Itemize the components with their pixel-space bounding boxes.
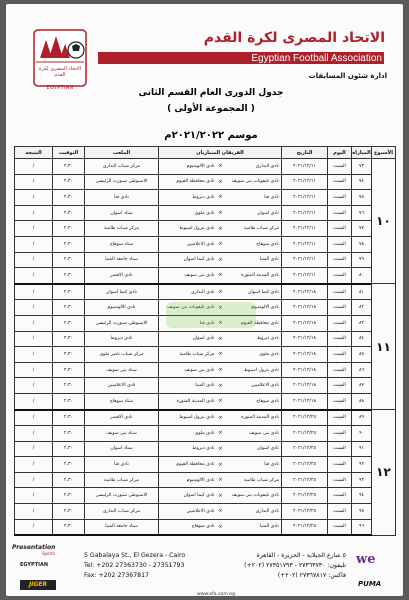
- fixtures-body: [15, 159, 396, 536]
- stadium-name: مركز شباب البدارى: [85, 504, 159, 520]
- home-team: نادى بترول اسيوط: [225, 362, 282, 378]
- match-number: ٨٧: [352, 378, 372, 394]
- away-team: نادى الاعلاميين: [159, 236, 217, 252]
- home-team: نادى المدينة المنورة: [225, 268, 282, 284]
- document-page: [6, 4, 403, 596]
- kickoff-time: ٢،٣٠: [53, 300, 85, 316]
- versus-sign: ×: [217, 457, 225, 473]
- match-result: /: [15, 347, 53, 363]
- versus-sign: ×: [217, 347, 225, 363]
- match-result: /: [15, 284, 53, 300]
- match-date: ٢٠٢١/١٢/٢٥: [282, 410, 328, 426]
- match-result: /: [15, 190, 53, 206]
- match-day: السبت: [328, 426, 352, 442]
- match-number: ٧٨: [352, 236, 372, 252]
- match-number: ٨٥: [352, 347, 372, 363]
- away-team: نادى الالومنيوم: [159, 159, 217, 175]
- match-day: السبت: [328, 236, 352, 252]
- match-result: /: [15, 472, 53, 488]
- versus-sign: ×: [217, 393, 225, 409]
- match-result: /: [15, 331, 53, 347]
- match-number: ٩١: [352, 441, 372, 457]
- match-day: السبت: [328, 457, 352, 473]
- table-row: [15, 362, 396, 378]
- match-result: /: [15, 300, 53, 316]
- versus-sign: ×: [217, 190, 225, 206]
- stadium-name: نادى قنا: [85, 190, 159, 206]
- stadium-name: الاسيوطى سبورت الرئيسى: [85, 488, 159, 504]
- away-team: نادى ملوى: [159, 426, 217, 442]
- match-day: السبت: [328, 441, 352, 457]
- fax-en: Fax: +202 27367817: [84, 572, 149, 579]
- away-team: نادى قنا: [159, 315, 217, 331]
- match-result: /: [15, 488, 53, 504]
- stadium-name: نادى الاعلاميين: [85, 378, 159, 394]
- match-date: ٢٠٢١/١٢/١١: [282, 221, 328, 237]
- week-number: ١٠: [372, 159, 396, 284]
- versus-sign: ×: [217, 252, 225, 268]
- kickoff-time: ٢،٣٠: [53, 252, 85, 268]
- home-team: نادى سوهاج: [225, 393, 282, 409]
- kickoff-time: ٢،٣٠: [53, 393, 85, 409]
- stadium-name: مركز شباب طامية: [85, 472, 159, 488]
- stadium-name: نادى قنا: [85, 457, 159, 473]
- match-number: ٨٠: [352, 268, 372, 284]
- match-result: /: [15, 252, 53, 268]
- kickoff-time: ٢،٣٠: [53, 315, 85, 331]
- match-date: ٢٠٢١/١٢/١١: [282, 268, 328, 284]
- watermark: [166, 302, 256, 328]
- versus-sign: ×: [217, 441, 225, 457]
- kickoff-time: ٢،٣٠: [53, 441, 85, 457]
- kickoff-time: ٢،٣٠: [53, 504, 85, 520]
- match-day: السبت: [328, 252, 352, 268]
- website-link[interactable]: www.efa.com.eg: [196, 592, 236, 596]
- match-day: السبت: [328, 362, 352, 378]
- match-day: السبت: [328, 284, 352, 300]
- away-team: نادى بنى سويف: [159, 362, 217, 378]
- table-header-row: [15, 147, 396, 159]
- match-result: /: [15, 519, 53, 535]
- match-number: ٧٦: [352, 205, 372, 221]
- home-team: نادى اسوان: [225, 205, 282, 221]
- match-day: السبت: [328, 488, 352, 504]
- match-date: ٢٠٢١/١٢/١٨: [282, 284, 328, 300]
- table-row: [15, 284, 396, 300]
- home-team: مركز شباب طامية: [225, 472, 282, 488]
- stadium-name: ستاد اسوان: [85, 205, 159, 221]
- match-date: ٢٠٢١/١٢/٢٥: [282, 472, 328, 488]
- stadium-name: مركز شباب طامية: [85, 221, 159, 237]
- stadium-name: نادى الاقصر: [85, 410, 159, 426]
- match-date: ٢٠٢١/١٢/٢٥: [282, 441, 328, 457]
- match-date: ٢٠٢١/١٢/١١: [282, 190, 328, 206]
- home-team: نادى الاعلاميين: [225, 378, 282, 394]
- match-number: ٨٩: [352, 410, 372, 426]
- match-date: ٢٠٢١/١٢/١٨: [282, 315, 328, 331]
- versus-sign: ×: [217, 268, 225, 284]
- home-team: نادى البدارى: [225, 159, 282, 175]
- home-team: نادى قنا: [225, 190, 282, 206]
- group-title: ( المجموعة الأولى ): [167, 104, 255, 114]
- away-team: نادى اسوان: [159, 331, 217, 347]
- match-day: السبت: [328, 347, 352, 363]
- away-team: نادى محافظة الفيوم: [159, 174, 217, 190]
- match-date: ٢٠٢١/١٢/٢٥: [282, 519, 328, 535]
- col-stadium: الملعب: [85, 147, 159, 159]
- organization-title-ar: الاتحاد المصرى لكرة القدم: [203, 30, 385, 46]
- away-team: مركز شباب طامية: [159, 347, 217, 363]
- match-date: ٢٠٢١/١٢/١٨: [282, 347, 328, 363]
- kickoff-time: ٢،٣٠: [53, 378, 85, 394]
- kickoff-time: ٢،٣٠: [53, 236, 85, 252]
- away-team: نادى المنيا: [159, 378, 217, 394]
- match-result: /: [15, 221, 53, 237]
- department-label: ادارة شئون المسابقات: [308, 72, 387, 80]
- match-date: ٢٠٢١/١٢/٢٥: [282, 504, 328, 520]
- sponsor-puma-logo: PUMA: [358, 580, 382, 588]
- table-row: [15, 472, 396, 488]
- kickoff-time: ٢،٣٠: [53, 221, 85, 237]
- col-week: الأسبوع: [372, 147, 396, 159]
- match-result: /: [15, 457, 53, 473]
- match-result: /: [15, 362, 53, 378]
- match-date: ٢٠٢١/١٢/١١: [282, 159, 328, 175]
- match-date: ٢٠٢١/١٢/١٨: [282, 362, 328, 378]
- match-number: ٨١: [352, 284, 372, 300]
- home-team: نادى المدينة المنورة: [225, 410, 282, 426]
- versus-sign: ×: [217, 221, 225, 237]
- week-number: ١١: [372, 284, 396, 410]
- match-number: ٨٨: [352, 393, 372, 409]
- table-row: [15, 190, 396, 206]
- table-row: [15, 174, 396, 190]
- match-date: ٢٠٢١/١٢/٢٥: [282, 488, 328, 504]
- kickoff-time: ٢،٣٠: [53, 457, 85, 473]
- match-date: ٢٠٢١/١٢/١٨: [282, 300, 328, 316]
- table-row: [15, 331, 396, 347]
- versus-sign: ×: [217, 426, 225, 442]
- match-date: ٢٠٢١/١٢/١٨: [282, 393, 328, 409]
- away-team: نادى ديروط: [159, 190, 217, 206]
- away-team: نادى ديروط: [159, 441, 217, 457]
- stadium-name: الاسيوطى سبورت الرئيسى: [85, 174, 159, 190]
- stadium-name: ستاد اسوان: [85, 441, 159, 457]
- versus-sign: ×: [217, 315, 225, 331]
- home-team: نادى محافظة الفيوم: [225, 315, 282, 331]
- match-number: ٨٣: [352, 315, 372, 331]
- match-number: ٩٥: [352, 504, 372, 520]
- stadium-name: مركز شباب ناصر ملوى: [85, 347, 159, 363]
- stadium-name: ستاد جامعة المنيا: [85, 252, 159, 268]
- away-team: نادى سوهاج: [159, 519, 217, 535]
- match-day: السبت: [328, 519, 352, 535]
- table-row: [15, 426, 396, 442]
- match-day: السبت: [328, 159, 352, 175]
- match-result: /: [15, 426, 53, 442]
- match-day: السبت: [328, 331, 352, 347]
- home-team: نادى المنيا: [225, 519, 282, 535]
- home-team: نادى تليفونات بنى سويف: [225, 174, 282, 190]
- letterhead-footer: [6, 538, 403, 596]
- home-team: نادى ديروط: [225, 331, 282, 347]
- stadium-name: ستاد بنى سويف: [85, 362, 159, 378]
- match-number: ٩٦: [352, 519, 372, 535]
- table-row: [15, 268, 396, 284]
- home-team: نادى قنا: [225, 457, 282, 473]
- match-number: ٧٤: [352, 174, 372, 190]
- away-team: نادى كيما اسوان: [159, 252, 217, 268]
- away-team: نادى الاعلاميين: [159, 504, 217, 520]
- organization-title-en: Egyptian Football Association: [251, 53, 382, 64]
- table-row: [15, 393, 396, 409]
- col-day: اليوم: [328, 147, 352, 159]
- versus-sign: ×: [217, 300, 225, 316]
- match-date: ٢٠٢١/١٢/٢٥: [282, 426, 328, 442]
- home-team: نادى كيما اسوان: [225, 284, 282, 300]
- logo-caption-en: EGYPTIAN: [46, 85, 74, 91]
- match-result: /: [15, 174, 53, 190]
- kickoff-time: ٢،٣٠: [53, 519, 85, 535]
- home-team: نادى ملوى: [225, 347, 282, 363]
- away-team: نادى محافظة الفيوم: [159, 457, 217, 473]
- away-team: نادى الالومنيوم: [159, 472, 217, 488]
- versus-sign: ×: [217, 284, 225, 300]
- match-number: ٩٤: [352, 488, 372, 504]
- kickoff-time: ٢،٣٠: [53, 410, 85, 426]
- match-result: /: [15, 159, 53, 175]
- table-row: [15, 457, 396, 473]
- versus-sign: ×: [217, 362, 225, 378]
- match-day: السبت: [328, 378, 352, 394]
- match-day: السبت: [328, 221, 352, 237]
- sponsor-presentation-sub: Sports: [42, 551, 55, 556]
- sponsor-egyptian-logo: EGYPTIAN: [20, 562, 49, 568]
- sponsor-presentation-logo: Presentation: [12, 544, 56, 551]
- match-day: السبت: [328, 410, 352, 426]
- col-date: التاريخ: [282, 147, 328, 159]
- table-row: [15, 519, 396, 535]
- kickoff-time: ٢،٣٠: [53, 472, 85, 488]
- kickoff-time: ٢،٣٠: [53, 362, 85, 378]
- away-team: نادى بترول اسيوط: [159, 221, 217, 237]
- match-number: ٧٥: [352, 190, 372, 206]
- table-row: [15, 378, 396, 394]
- table-row: [15, 159, 396, 175]
- col-match: المباراة: [352, 147, 372, 159]
- stadium-name: نادى ديروط: [85, 331, 159, 347]
- address-en: 5 Gabalaya St., El Gezera - Cairo: [84, 552, 186, 559]
- match-number: ٩٠: [352, 426, 372, 442]
- match-number: ٧٩: [352, 252, 372, 268]
- document-title: جدول الدورى العام القسم الثانى: [138, 88, 284, 98]
- kickoff-time: ٢،٣٠: [53, 268, 85, 284]
- match-number: ٧٣: [352, 159, 372, 175]
- match-number: ٨٤: [352, 331, 372, 347]
- match-date: ٢٠٢١/١٢/١١: [282, 252, 328, 268]
- versus-sign: ×: [217, 472, 225, 488]
- match-result: /: [15, 236, 53, 252]
- stadium-name: نادى كيما اسوان: [85, 284, 159, 300]
- tel-en: Tel: +202 27363730 - 27351793: [84, 562, 185, 569]
- table-row: [15, 504, 396, 520]
- col-teams: الفريقان المتباريان: [159, 147, 282, 159]
- stadium-name: نادى الاقصر: [85, 268, 159, 284]
- match-number: ٧٧: [352, 221, 372, 237]
- table-row: [15, 252, 396, 268]
- table-row: [15, 205, 396, 221]
- efa-logo-icon: [32, 28, 88, 88]
- kickoff-time: ٢،٣٠: [53, 190, 85, 206]
- table-row: [15, 347, 396, 363]
- fax-ar: فاكس: ٢٧٣٦٧٨١٧ (٢٠٢+): [277, 572, 346, 579]
- table-row: [15, 221, 396, 237]
- fixtures-table: [14, 146, 396, 536]
- home-team: نادى سوهاج: [225, 236, 282, 252]
- match-date: ٢٠٢١/١٢/٢٥: [282, 457, 328, 473]
- match-date: ٢٠٢١/١٢/١١: [282, 236, 328, 252]
- address-ar: ٥ شارع الجبلاية - الجزيرة - القاهرة: [256, 552, 346, 559]
- match-day: السبت: [328, 393, 352, 409]
- away-team: نادى كيما اسوان: [159, 488, 217, 504]
- home-team: نادى بنى سويف: [225, 426, 282, 442]
- table-row: [15, 441, 396, 457]
- stadium-name: ستاد جامعة المنيا: [85, 519, 159, 535]
- match-day: السبت: [328, 472, 352, 488]
- match-number: ٩٢: [352, 457, 372, 473]
- match-date: ٢٠٢١/١٢/١١: [282, 205, 328, 221]
- logo-caption-ar: الاتحاد المصرى لكرة القدم: [38, 66, 82, 78]
- match-number: ٩٣: [352, 472, 372, 488]
- sponsor-jiger-logo: JIGER: [20, 580, 56, 590]
- match-day: السبت: [328, 315, 352, 331]
- home-team: نادى الالومنيوم: [225, 300, 282, 316]
- kickoff-time: ٢،٣٠: [53, 205, 85, 221]
- match-day: السبت: [328, 190, 352, 206]
- kickoff-time: ٢،٣٠: [53, 174, 85, 190]
- away-team: نادى البدارى: [159, 284, 217, 300]
- versus-sign: ×: [217, 378, 225, 394]
- versus-sign: ×: [217, 205, 225, 221]
- match-day: السبت: [328, 205, 352, 221]
- kickoff-time: ٢،٣٠: [53, 284, 85, 300]
- home-team: نادى المنيا: [225, 252, 282, 268]
- stadium-name: ستاد بنى سويف: [85, 426, 159, 442]
- versus-sign: ×: [217, 236, 225, 252]
- kickoff-time: ٢،٣٠: [53, 426, 85, 442]
- stadium-name: نادى الالومنيوم: [85, 300, 159, 316]
- away-team: نادى تليفونات بنى سويف: [159, 300, 217, 316]
- kickoff-time: ٢،٣٠: [53, 331, 85, 347]
- stadium-name: ستاد سوهاج: [85, 236, 159, 252]
- away-team: نادى بنى سويف: [159, 268, 217, 284]
- week-number: ١٢: [372, 410, 396, 536]
- match-result: /: [15, 410, 53, 426]
- match-date: ٢٠٢١/١٢/١٨: [282, 378, 328, 394]
- versus-sign: ×: [217, 504, 225, 520]
- col-result: النتيجة: [15, 147, 53, 159]
- match-result: /: [15, 441, 53, 457]
- home-team: نادى اسوان: [225, 441, 282, 457]
- match-date: ٢٠٢١/١٢/١١: [282, 174, 328, 190]
- match-result: /: [15, 504, 53, 520]
- kickoff-time: ٢،٣٠: [53, 347, 85, 363]
- versus-sign: ×: [217, 159, 225, 175]
- away-team: نادى المدينة المنورة: [159, 393, 217, 409]
- stadium-name: مركز شباب البدارى: [85, 159, 159, 175]
- stadium-name: الاسيوطى سبورت الرئيسى: [85, 315, 159, 331]
- match-day: السبت: [328, 504, 352, 520]
- home-team: مركز شباب طامية: [225, 221, 282, 237]
- table-row: [15, 488, 396, 504]
- match-result: /: [15, 393, 53, 409]
- match-result: /: [15, 315, 53, 331]
- sponsor-we-logo: we: [356, 552, 376, 567]
- season-title: موسم ٢٠٢١/٢٠٢٢م: [164, 130, 258, 141]
- match-number: ٨٢: [352, 300, 372, 316]
- away-team: نادى ملوى: [159, 205, 217, 221]
- match-result: /: [15, 205, 53, 221]
- versus-sign: ×: [217, 519, 225, 535]
- match-day: السبت: [328, 268, 352, 284]
- versus-sign: ×: [217, 410, 225, 426]
- letterhead: [6, 4, 403, 141]
- match-result: /: [15, 268, 53, 284]
- match-day: السبت: [328, 300, 352, 316]
- table-row: [15, 236, 396, 252]
- match-number: ٨٦: [352, 362, 372, 378]
- versus-sign: ×: [217, 488, 225, 504]
- col-time: التوقيت: [53, 147, 85, 159]
- home-team: نادى البدارى: [225, 504, 282, 520]
- away-team: نادى بترول اسيوط: [159, 410, 217, 426]
- tel-ar: تليفون: ٢٧٣٦٣٧٣٠ - ٢٧٣٥١٧٩٣ (٢٠٢+): [244, 562, 346, 569]
- versus-sign: ×: [217, 174, 225, 190]
- table-row: [15, 410, 396, 426]
- match-result: /: [15, 378, 53, 394]
- home-team: نادى تليفونات بنى سويف: [225, 488, 282, 504]
- stadium-name: ستاد سوهاج: [85, 393, 159, 409]
- kickoff-time: ٢،٣٠: [53, 488, 85, 504]
- match-day: السبت: [328, 174, 352, 190]
- versus-sign: ×: [217, 331, 225, 347]
- match-date: ٢٠٢١/١٢/١٨: [282, 331, 328, 347]
- kickoff-time: ٢،٣٠: [53, 159, 85, 175]
